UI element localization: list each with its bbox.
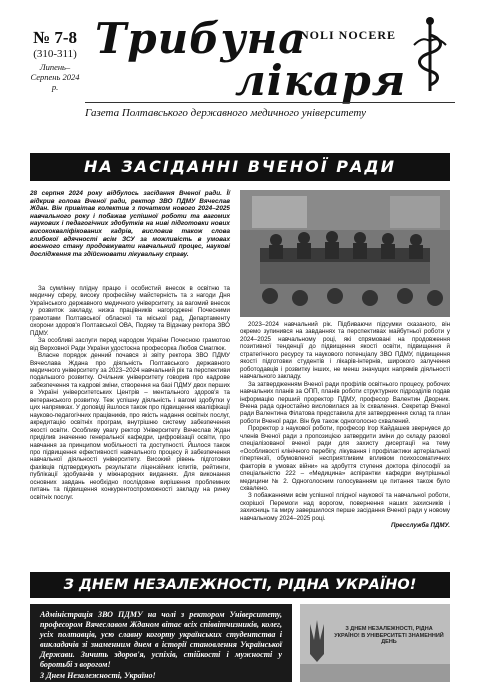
newspaper-title-line1: Трибуна	[95, 14, 307, 63]
paragraph: 2023–2024 навчальний рік. Підбиваючи підсумки сказаного, він окремо зупинився на завданнях та перспективах майбутньої роботи у 2024–2025 навчальному році, які спрямовані на продовження позитивної тенденції до підвищення якості освіти, підвищення й стратегічного ресурсу та наукового потенціалу ЗВО ПДМУ, підвищення якості підготовки студентів і лікарів-інтернів, широкого залучення роботодавців і розвитку інших, не менш значущих напрямів діяльності навчального закладу.	[240, 321, 450, 381]
paragraph: За затвердженням Вченої ради профілів освітнього процесу, робочих навчальних планів за ОПП, планів роботи структурних підрозділів подав інформацію перший проректор ПДМУ, професор Валентин Дворник. Вчена рада одностайно висловилася за їх схвалення. Секретар Вченої ради Валентина Філатова представила для затвердження склад та план роботи Вченої ради. Він був також одноголосно схвалений.	[240, 380, 450, 425]
independence-day-poster	[300, 604, 450, 682]
paragraph: Власне порядок денний почався зі звіту ректора ЗВО ПДМУ Вячеслава Ждана про діяльність Полтавського державного медичного університету за 2023–2024 навчальний рік та перспективи подальшого розвитку. Очільник університету говорив про кадрове забезпечення та кадрові зміни, створення на базі ПДМУ двох перших в Україні університетських Центрів – ментального здоров'я та ветеранського розвитку. Теж успішну діяльність і вагомі здобутки у цих напрямках. У доповіді йшлося також про підвищення кваліфікації науково-педагогічних працівників, про якість надання освітніх послуг, акредитацію освітніх програм, внутрішню систему забезпечення якості освіти. Особливу увагу ректор Університету Вячеслав Ждан приділив значенню генеральної кафедри, цифровізації освіти, про навчання за принципом мобільності та доступності. Йшлося також про підвищення ефективності навчального процесу й забезпечення навчальної діяльності університету. Високий рівень підготовки фахівців підтверджують результати ліцензійних іспитів, рейтинги, публікації здобувачів у міжнародних виданнях. Для виконання основних завдань необхідно послідовне вирішення проблемних питань та підвищення конкурентоспроможності закладу на ринку освітніх послуг.	[30, 352, 230, 501]
paragraph: За сумлінну плідну працю і особистий внесок в освітню та медичну сферу, високу професійну майстерність та з нагоди Дня Українського державного медичного університету, за вагомий внесок у розвиток закладу, низка працівників нагороджені Почесними грамотами Полтавської обласної та міської рад, Департаменту охорони здоров'я Полтавської ОВА, Подяку та Відзнаку ректора ЗВО ПДМУ.	[30, 285, 230, 337]
motto: NOLI NOCERE	[300, 28, 397, 42]
meeting-photo-illustration	[240, 190, 450, 317]
poster-text: З ДНЕМ НЕЗАЛЕЖНОСТІ, РІДНА УКРАЇНО! В УНІВЕРСИТЕТІ ЗНАМЕННИЙ ДЕНЬ	[334, 626, 444, 645]
meeting-photo	[240, 190, 450, 317]
independence-day-headline: З ДНЕМ НЕЗАЛЕЖНОСТІ, РІДНА УКРАЇНО!	[30, 572, 450, 598]
issue-number: № 7-8	[33, 28, 77, 47]
paragraph: З побажаннями всім успішної плідної наукової та навчальної роботи, скорішої Перемоги над ворогом, повернення наших захисників і захисниць та миру завершилося перше засідання Вченої ради у новому навчальному 2024–2025 році.	[240, 492, 450, 522]
greeting-text: Адміністрація ЗВО ПДМУ на чолі з ректором Університету, професором Вячеславом Жданом вітає всіх співвітчизників, колег, усіх полтавців, усю славну когорту українських студентства і викладачів зі знаменним днем в історії становлення Української Держави. Зичить здоров'я, успіхів, стійкості і мужності у боротьбі з ворогом!	[40, 610, 282, 670]
masthead	[0, 0, 480, 140]
newspaper-subtitle: Газета Полтавського державного медичного університету	[85, 102, 455, 119]
newspaper-title-line2: лікаря	[235, 56, 407, 105]
issue-info	[30, 28, 80, 92]
paragraph: Проректор з наукової роботи, професор Ігор Кайдашев звернувся до членів Вченої ради з пропозицією затвердити зміни до складу разової спеціалізованої вченої ради для захисту дисертації на тему «Особливості клінічного перебігу, лікування і профілактики артеріальної гіпертензії, обумовленої несприятливим впливом психосоматичних факторів в умовах війни» на здобуття ступеня доктора філософії за спеціальністю 222 – «Медицина» аспірантки кафедри внутрішньої медицини № 2. Одноголосним голосуванням це питання також було схвалено.	[240, 425, 450, 492]
caduceus-emblem-icon	[400, 15, 460, 95]
article-column-right	[240, 321, 450, 530]
greeting-closing: З Днем Незалежності, Україно!	[40, 670, 156, 680]
article-column-left	[30, 285, 230, 501]
article-lead: 28 серпня 2024 року відбулось засідання Вченої ради. Її відкрив голова Вченої ради, ректор ЗВО ПДМУ Вячеслав Ждан. Він привітав колектив з початком нового 2024–2025 навчального року і побажав успішної роботи та вагомих наукових і педагогічних здобутків на ниві підготовки нових висококваліфікованих кадрів, висловив також слова глибокої вдячності всім ЗСУ за можливість в умовах воєнного стану продовжувати навчальний процес, наукові дослідження та здійснювати лікувальну справу.	[30, 190, 230, 258]
issue-date: Липень–Серпень 2024 р.	[30, 62, 80, 92]
paragraph: За особливі заслуги перед народом України Почесною грамотою від Верховної Ради України удостоєна професорка Любов Смаглюк.	[30, 337, 230, 352]
article-signature: Пресслужба ПДМУ.	[390, 522, 450, 530]
issue-serial: (310-311)	[33, 48, 77, 60]
greeting-box	[30, 604, 292, 682]
article-headline: НА ЗАСІДАННІ ВЧЕНОЇ РАДИ	[30, 153, 450, 181]
